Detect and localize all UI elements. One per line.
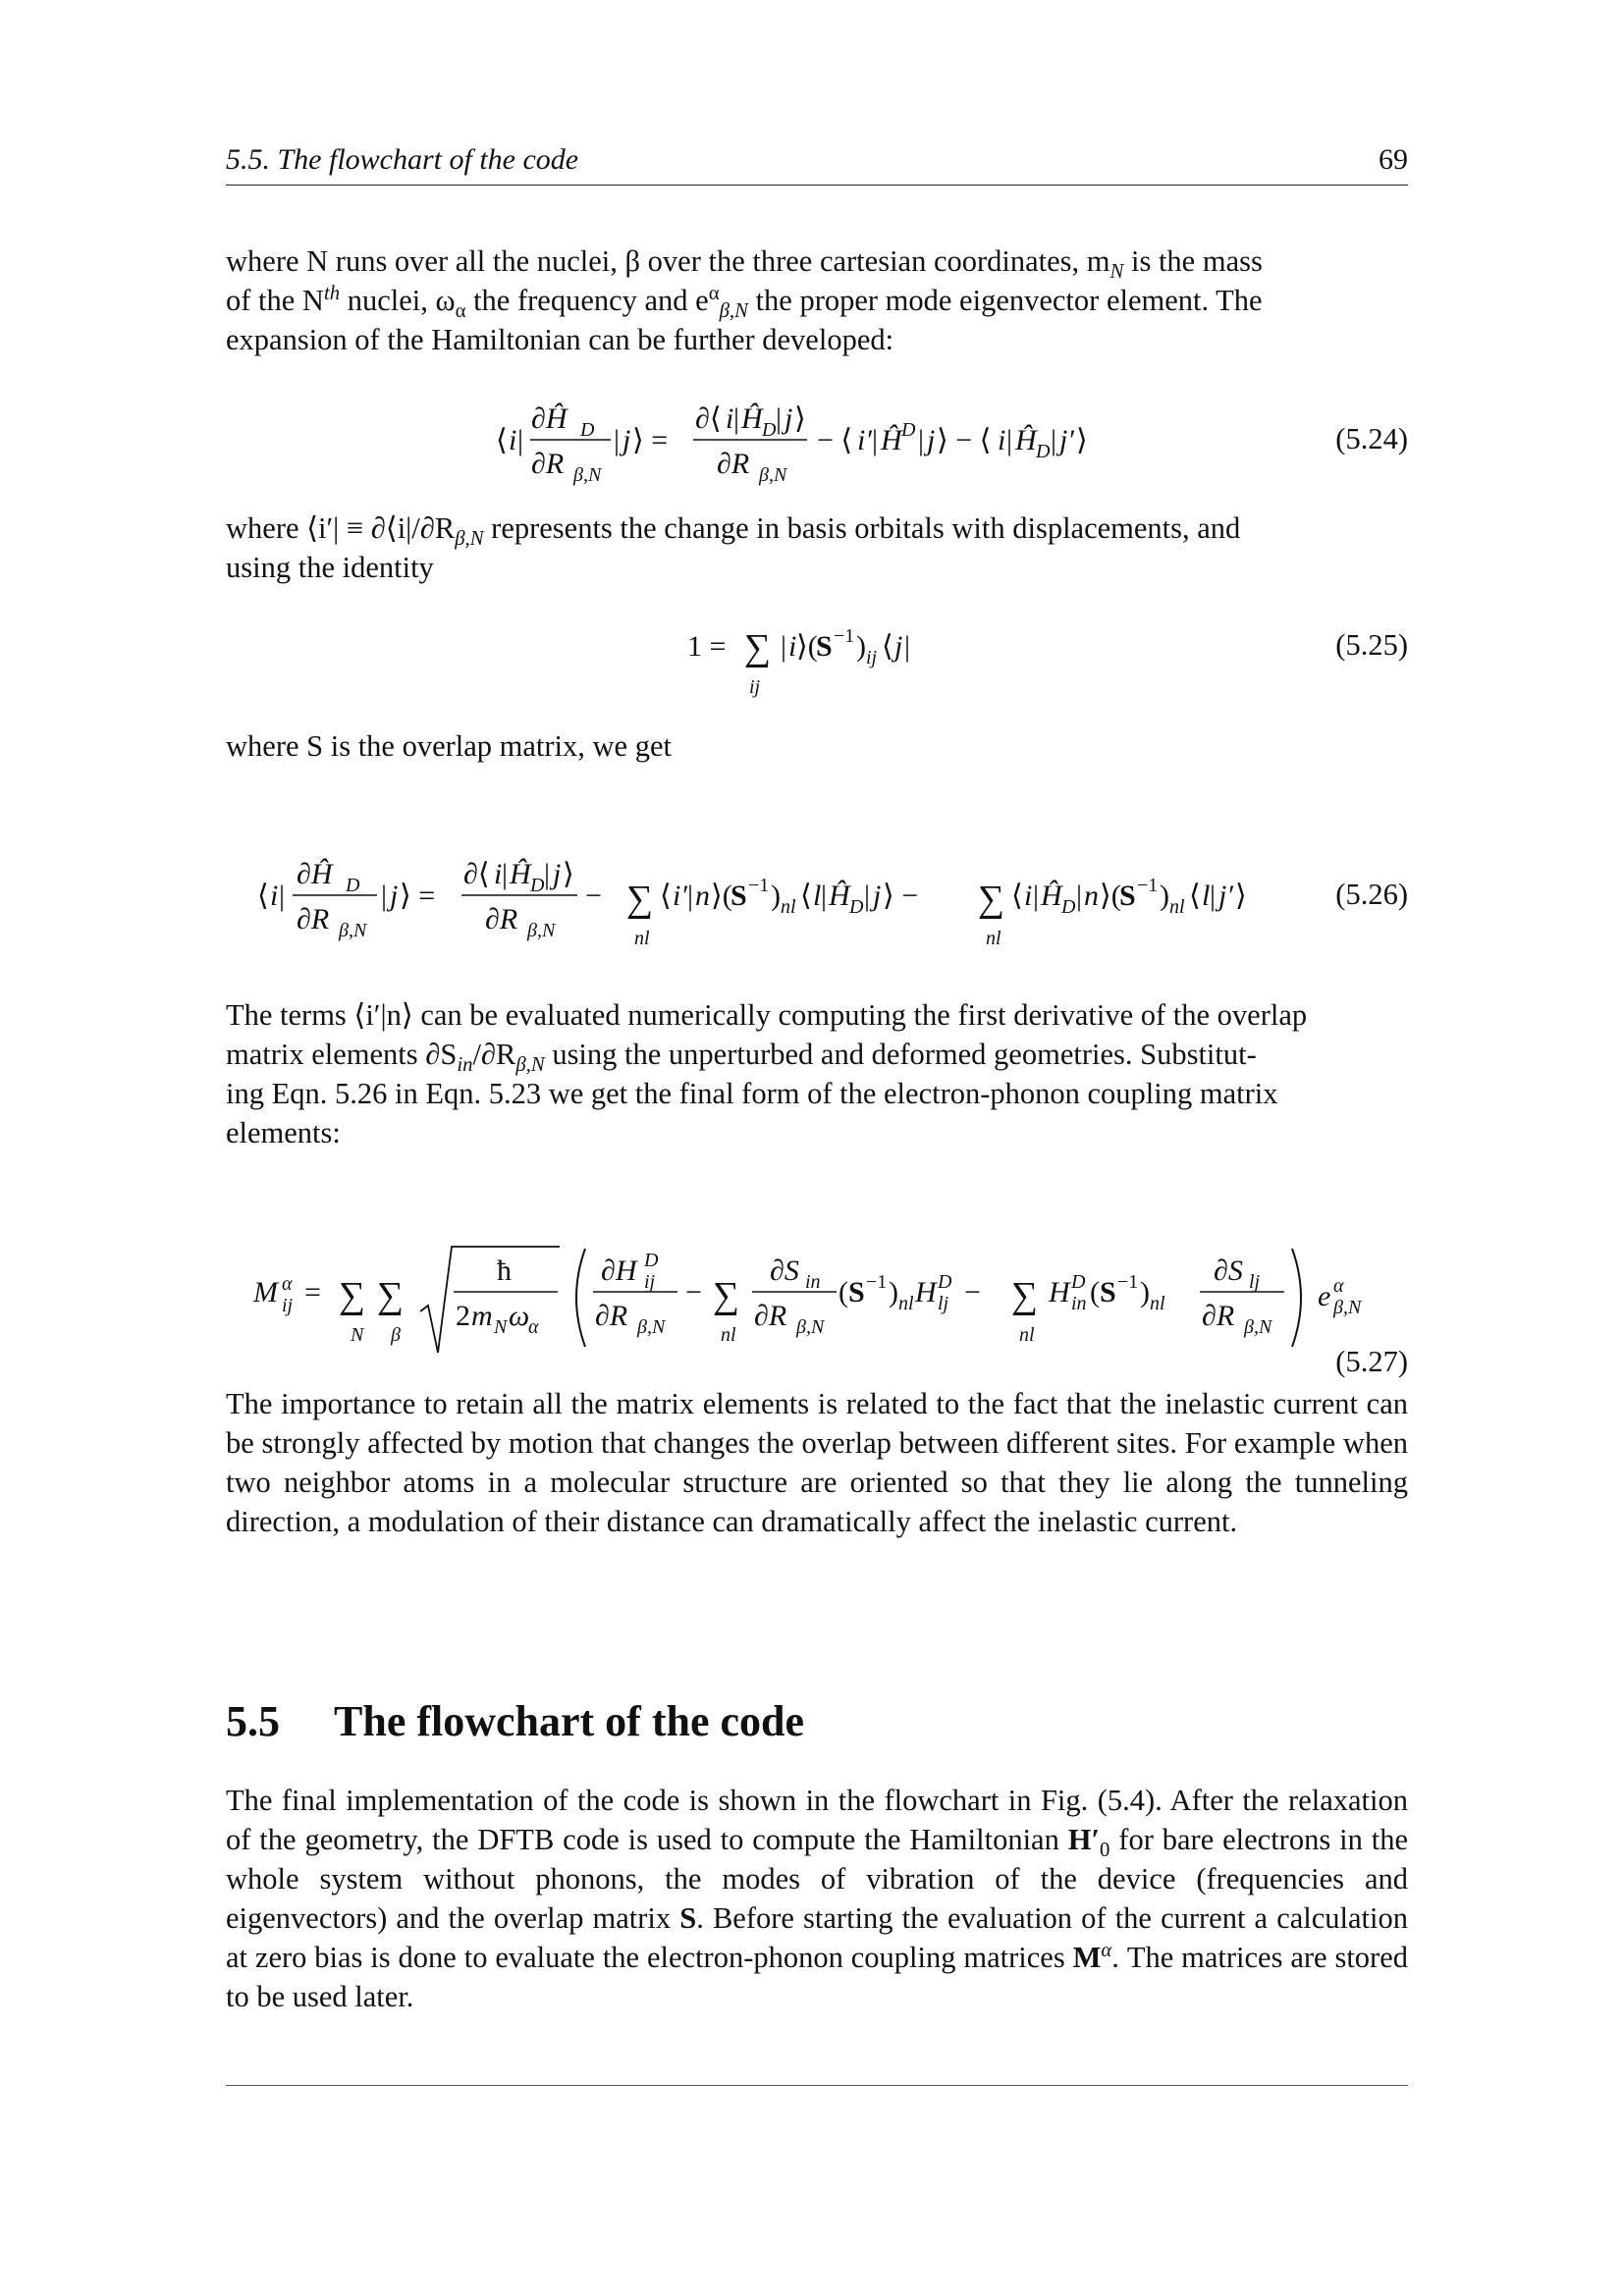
svg-text:j: j [784, 402, 793, 435]
svg-text:|: | [821, 880, 828, 912]
svg-text:β,N: β,N [759, 464, 787, 486]
paragraph-1 [226, 241, 1408, 359]
svg-text:β,N: β,N [339, 920, 367, 941]
svg-text:n: n [695, 880, 710, 912]
svg-text:⟩: ⟩ [563, 858, 574, 890]
svg-text:|: | [517, 424, 524, 456]
svg-text:i′: i′ [857, 424, 872, 456]
svg-text:nl: nl [1019, 1324, 1035, 1346]
svg-text:S: S [816, 630, 833, 663]
svg-text:⟨: ⟨ [1189, 880, 1201, 912]
paragraph-5: The importance to retain all the matrix elements is related to the fact that the inelastic current can be strongly affected by motion that changes the overlap between different sites. For example when two neighbor atoms in a molecular structure are oriented so that they lie along the tunneling direction, a modulation of their distance can dramatically affect the inelastic current. [226, 1387, 1408, 1538]
svg-text:j: j [553, 858, 562, 890]
overlap-symbol: S [679, 1901, 697, 1935]
svg-text:D: D [762, 419, 777, 441]
p2-line-1: where ⟨i′| ≡ $\partial⟨i|/\partial R_{\beta,N}$ represents the change in basis orbitals with displacements, and [226, 511, 1241, 551]
svg-text:∂R: ∂R [595, 1300, 628, 1332]
svg-text:Ĥ: Ĥ [881, 424, 902, 456]
svg-text:−: − [685, 1276, 702, 1308]
svg-text:α: α [1333, 1275, 1344, 1297]
svg-text:|: | [279, 880, 286, 912]
svg-text:=: = [304, 1276, 321, 1308]
svg-text:|: | [1033, 880, 1040, 912]
svg-text:∑: ∑ [978, 879, 1005, 920]
svg-text:⟩(: ⟩( [711, 880, 732, 912]
svg-text:⟩: ⟩ [794, 402, 806, 435]
svg-text:D: D [1061, 896, 1076, 918]
section-title: The flowchart of the code [334, 1697, 805, 1745]
svg-text:|: | [918, 424, 925, 456]
svg-text:|: | [904, 630, 911, 663]
svg-text:|: | [1051, 424, 1057, 456]
svg-text:∑: ∑ [744, 627, 772, 668]
svg-text:∂⟨: ∂⟨ [695, 402, 722, 435]
paragraph-2 [226, 508, 1408, 587]
svg-text:|: | [864, 880, 871, 912]
svg-text:2: 2 [456, 1300, 470, 1332]
svg-text:nl: nl [781, 896, 796, 918]
svg-text:H: H [915, 1276, 937, 1308]
svg-text:j: j [622, 424, 631, 456]
svg-text:l: l [1202, 880, 1211, 912]
svg-text:j: j [894, 630, 903, 663]
equation-5-25 [0, 616, 1623, 705]
equation-number-5-26: (5.26) [1335, 878, 1408, 911]
svg-text:∂R: ∂R [754, 1300, 787, 1332]
svg-text:Ĥ: Ĥ [1041, 880, 1062, 912]
svg-text:nl: nl [1169, 896, 1185, 918]
svg-text:∂H: ∂H [601, 1255, 637, 1287]
svg-text:−1: −1 [834, 625, 855, 647]
svg-text:⟩: ⟩ [1076, 424, 1088, 456]
svg-text:|: | [733, 402, 740, 435]
svg-text:H: H [1049, 1276, 1070, 1308]
p4-line-4: elements: [226, 1116, 341, 1149]
p1-line-2: of the $N^{th}$ nuclei, $\omega_\alpha$ the frequency and $e^\alpha_{\beta,N}$ the proper mode eigenvector element. The [226, 282, 1263, 323]
svg-text:β,N: β,N [573, 464, 602, 486]
svg-text:β,N: β,N [637, 1316, 666, 1338]
svg-text:i: i [509, 424, 517, 456]
paragraph-3 [226, 726, 1408, 766]
svg-text:D: D [1071, 1271, 1086, 1293]
svg-text:|: | [502, 858, 509, 890]
svg-text:D: D [901, 419, 916, 441]
svg-text:nl: nl [634, 928, 650, 949]
svg-text:N: N [494, 1316, 508, 1338]
svg-text:M: M [253, 1276, 278, 1308]
hamiltonian-symbol: H′ [1067, 1823, 1101, 1856]
svg-text:⟩ −: ⟩ − [883, 880, 919, 912]
equation-number-5-25: (5.25) [1335, 628, 1408, 662]
page-number: 69 [1379, 143, 1408, 176]
svg-text:−1: −1 [748, 875, 770, 896]
svg-text:∂R: ∂R [485, 903, 518, 935]
svg-text:ħ: ħ [497, 1255, 512, 1287]
coupling-symbol: M [1072, 1941, 1102, 1974]
svg-text:D: D [530, 875, 545, 896]
svg-text:): ) [771, 880, 781, 912]
svg-text:∂Ĥ: ∂Ĥ [297, 858, 333, 890]
svg-text:∂R: ∂R [297, 903, 330, 935]
svg-text:): ) [1160, 880, 1169, 912]
running-header [226, 143, 1408, 186]
svg-text:D: D [849, 896, 864, 918]
svg-text:|: | [1006, 424, 1013, 456]
svg-text:in: in [805, 1271, 821, 1293]
p1-line-1: where N runs over all the nuclei, β over the three cartesian coordinates, $m_N$ is the mass [226, 244, 1263, 284]
svg-text:i: i [494, 858, 503, 890]
svg-text:⟨: ⟨ [496, 424, 508, 456]
svg-text:j: j [927, 424, 936, 456]
svg-text:D: D [1036, 441, 1051, 462]
equation-5-27 [0, 1227, 1623, 1384]
paragraph-6: The final implementation of the code is shown in the flowchart in Fig. (5.4). After the relaxation of the geometry, the DFTB code is used to compute the Hamiltonian $H'_0$ for bare electrons in the whole system without phonons, the modes of vibration of the device (frequencies and eigenvectors) and the overlap matrix S. Before starting the evaluation of the current a calculation at zero bias is done to evaluate the electron-phonon coupling matrices $M^\alpha$. The matrices are stored to be used later. [226, 1784, 1408, 2013]
svg-text:−1: −1 [1137, 875, 1159, 896]
svg-text:S: S [1100, 1276, 1116, 1308]
svg-text:|: | [1210, 880, 1217, 912]
svg-text:i: i [726, 402, 734, 435]
section-number: 5.5 [226, 1697, 280, 1745]
svg-text:⟨: ⟨ [800, 880, 812, 912]
svg-text:β: β [391, 1324, 401, 1346]
svg-text:i: i [1024, 880, 1033, 912]
svg-text:− ⟨: − ⟨ [817, 424, 853, 456]
svg-text:⟩(: ⟩( [1100, 880, 1121, 912]
svg-text:ij: ij [749, 676, 761, 698]
svg-text:nl: nl [986, 928, 1001, 949]
svg-text:l: l [813, 880, 822, 912]
svg-text:∂Ĥ: ∂Ĥ [531, 402, 568, 435]
svg-text:i′: i′ [673, 880, 687, 912]
svg-text:S: S [1119, 880, 1136, 912]
svg-text:ω: ω [509, 1300, 530, 1332]
svg-text:∑: ∑ [339, 1275, 366, 1316]
svg-text:∂S: ∂S [770, 1255, 799, 1287]
svg-text:⟩ − ⟨: ⟩ − ⟨ [937, 424, 992, 456]
svg-text:α: α [282, 1273, 293, 1295]
svg-text:ij: ij [644, 1271, 656, 1293]
svg-text:β,N: β,N [796, 1316, 825, 1338]
svg-text:∑: ∑ [1011, 1275, 1039, 1316]
svg-text:lj: lj [938, 1293, 949, 1314]
svg-text:(: ( [839, 1276, 848, 1308]
footer-rule [226, 2085, 1408, 2086]
svg-text:|: | [381, 880, 388, 912]
svg-text:∑: ∑ [713, 1275, 740, 1316]
svg-text:β,N: β,N [1244, 1316, 1272, 1338]
svg-text:Ĥ: Ĥ [741, 402, 763, 435]
svg-text:ij: ij [866, 647, 878, 668]
svg-text:(: ( [1090, 1276, 1100, 1308]
svg-text:β,N: β,N [527, 920, 556, 941]
svg-text:⟨: ⟨ [257, 880, 269, 912]
svg-text:D: D [938, 1271, 952, 1293]
svg-text:i: i [998, 424, 1006, 456]
svg-text:j: j [390, 880, 399, 912]
svg-text:∂R: ∂R [1202, 1300, 1235, 1332]
equation-5-26 [0, 846, 1623, 954]
svg-text:∑: ∑ [626, 879, 654, 920]
svg-text:Ĥ: Ĥ [1015, 424, 1037, 456]
p1-line-3: expansion of the Hamiltonian can be further developed: [226, 323, 894, 356]
svg-text:N: N [351, 1324, 364, 1346]
equation-5-24 [0, 389, 1623, 497]
svg-text:∂⟨: ∂⟨ [463, 858, 490, 890]
svg-text:⟩: ⟩ [1235, 880, 1247, 912]
svg-text:Ĥ: Ĥ [510, 858, 531, 890]
section-heading [226, 1696, 804, 1746]
svg-text:S: S [730, 880, 747, 912]
svg-text:nl: nl [898, 1293, 914, 1314]
svg-text:⟨: ⟨ [1011, 880, 1023, 912]
svg-text:Ĥ: Ĥ [829, 880, 850, 912]
svg-text:−1: −1 [1117, 1271, 1139, 1293]
svg-text:⟩ =: ⟩ = [400, 880, 436, 912]
svg-text:i: i [788, 630, 797, 663]
svg-text:nl: nl [721, 1324, 736, 1346]
svg-text:D: D [580, 419, 595, 441]
equation-number-5-27: (5.27) [1335, 1345, 1408, 1378]
svg-text:): ) [1140, 1276, 1150, 1308]
svg-text:D: D [644, 1250, 659, 1271]
svg-text:j: j [873, 880, 882, 912]
p4-line-2: matrix elements $\partial S_{in}/\partial R_{\beta,N}$ using the unperturbed and deformed geometries. Substitut- [226, 1038, 1257, 1077]
paragraph-4 [226, 995, 1408, 1152]
svg-text:−: − [585, 880, 602, 912]
svg-text:|: | [614, 424, 621, 456]
p3-line-1: where S is the overlap matrix, we get [226, 729, 672, 763]
svg-text:ij: ij [282, 1295, 294, 1316]
svg-text:β,N: β,N [1333, 1297, 1362, 1318]
equation-number-5-24: (5.24) [1335, 422, 1408, 455]
svg-text:e: e [1318, 1280, 1331, 1312]
svg-text:α: α [528, 1316, 539, 1338]
svg-text:D: D [346, 875, 360, 896]
svg-text:|: | [687, 880, 694, 912]
svg-text:|: | [781, 630, 787, 663]
svg-text:|: | [1076, 880, 1083, 912]
p4-line-3: ing Eqn. 5.26 in Eqn. 5.23 we get the final form of the electron-phonon coupling matrix [226, 1077, 1278, 1110]
svg-text:⟩(: ⟩( [796, 630, 818, 663]
svg-text:i: i [270, 880, 279, 912]
svg-text:m: m [471, 1300, 493, 1332]
p2-line-2: using the identity [226, 551, 434, 584]
svg-text:S: S [848, 1276, 865, 1308]
svg-text:): ) [856, 630, 866, 663]
svg-text:j′: j′ [1218, 880, 1233, 912]
svg-text:∂R: ∂R [531, 448, 565, 480]
svg-text:|: | [872, 424, 879, 456]
svg-text:⟨: ⟨ [660, 880, 672, 912]
svg-text:in: in [1071, 1293, 1087, 1314]
p4-line-1: The terms ⟨i′|n⟩ can be evaluated numerically computing the first derivative of the overlap [226, 998, 1308, 1032]
svg-text:): ) [889, 1276, 898, 1308]
svg-text:lj: lj [1249, 1271, 1261, 1293]
svg-text:∂S: ∂S [1214, 1255, 1243, 1287]
svg-text:−: − [964, 1276, 981, 1308]
svg-text:⟩ =: ⟩ = [632, 424, 669, 456]
svg-text:⟨: ⟨ [882, 630, 893, 663]
svg-text:−1: −1 [866, 1271, 888, 1293]
header-title: 5.5. The flowchart of the code [226, 143, 579, 176]
svg-text:1 =: 1 = [687, 630, 727, 663]
svg-text:∂R: ∂R [717, 448, 750, 480]
svg-text:∑: ∑ [377, 1275, 405, 1316]
svg-text:nl: nl [1150, 1293, 1165, 1314]
svg-text:n: n [1084, 880, 1099, 912]
svg-text:|: | [544, 858, 551, 890]
svg-text:|: | [776, 402, 783, 435]
svg-text:j′: j′ [1059, 424, 1074, 456]
